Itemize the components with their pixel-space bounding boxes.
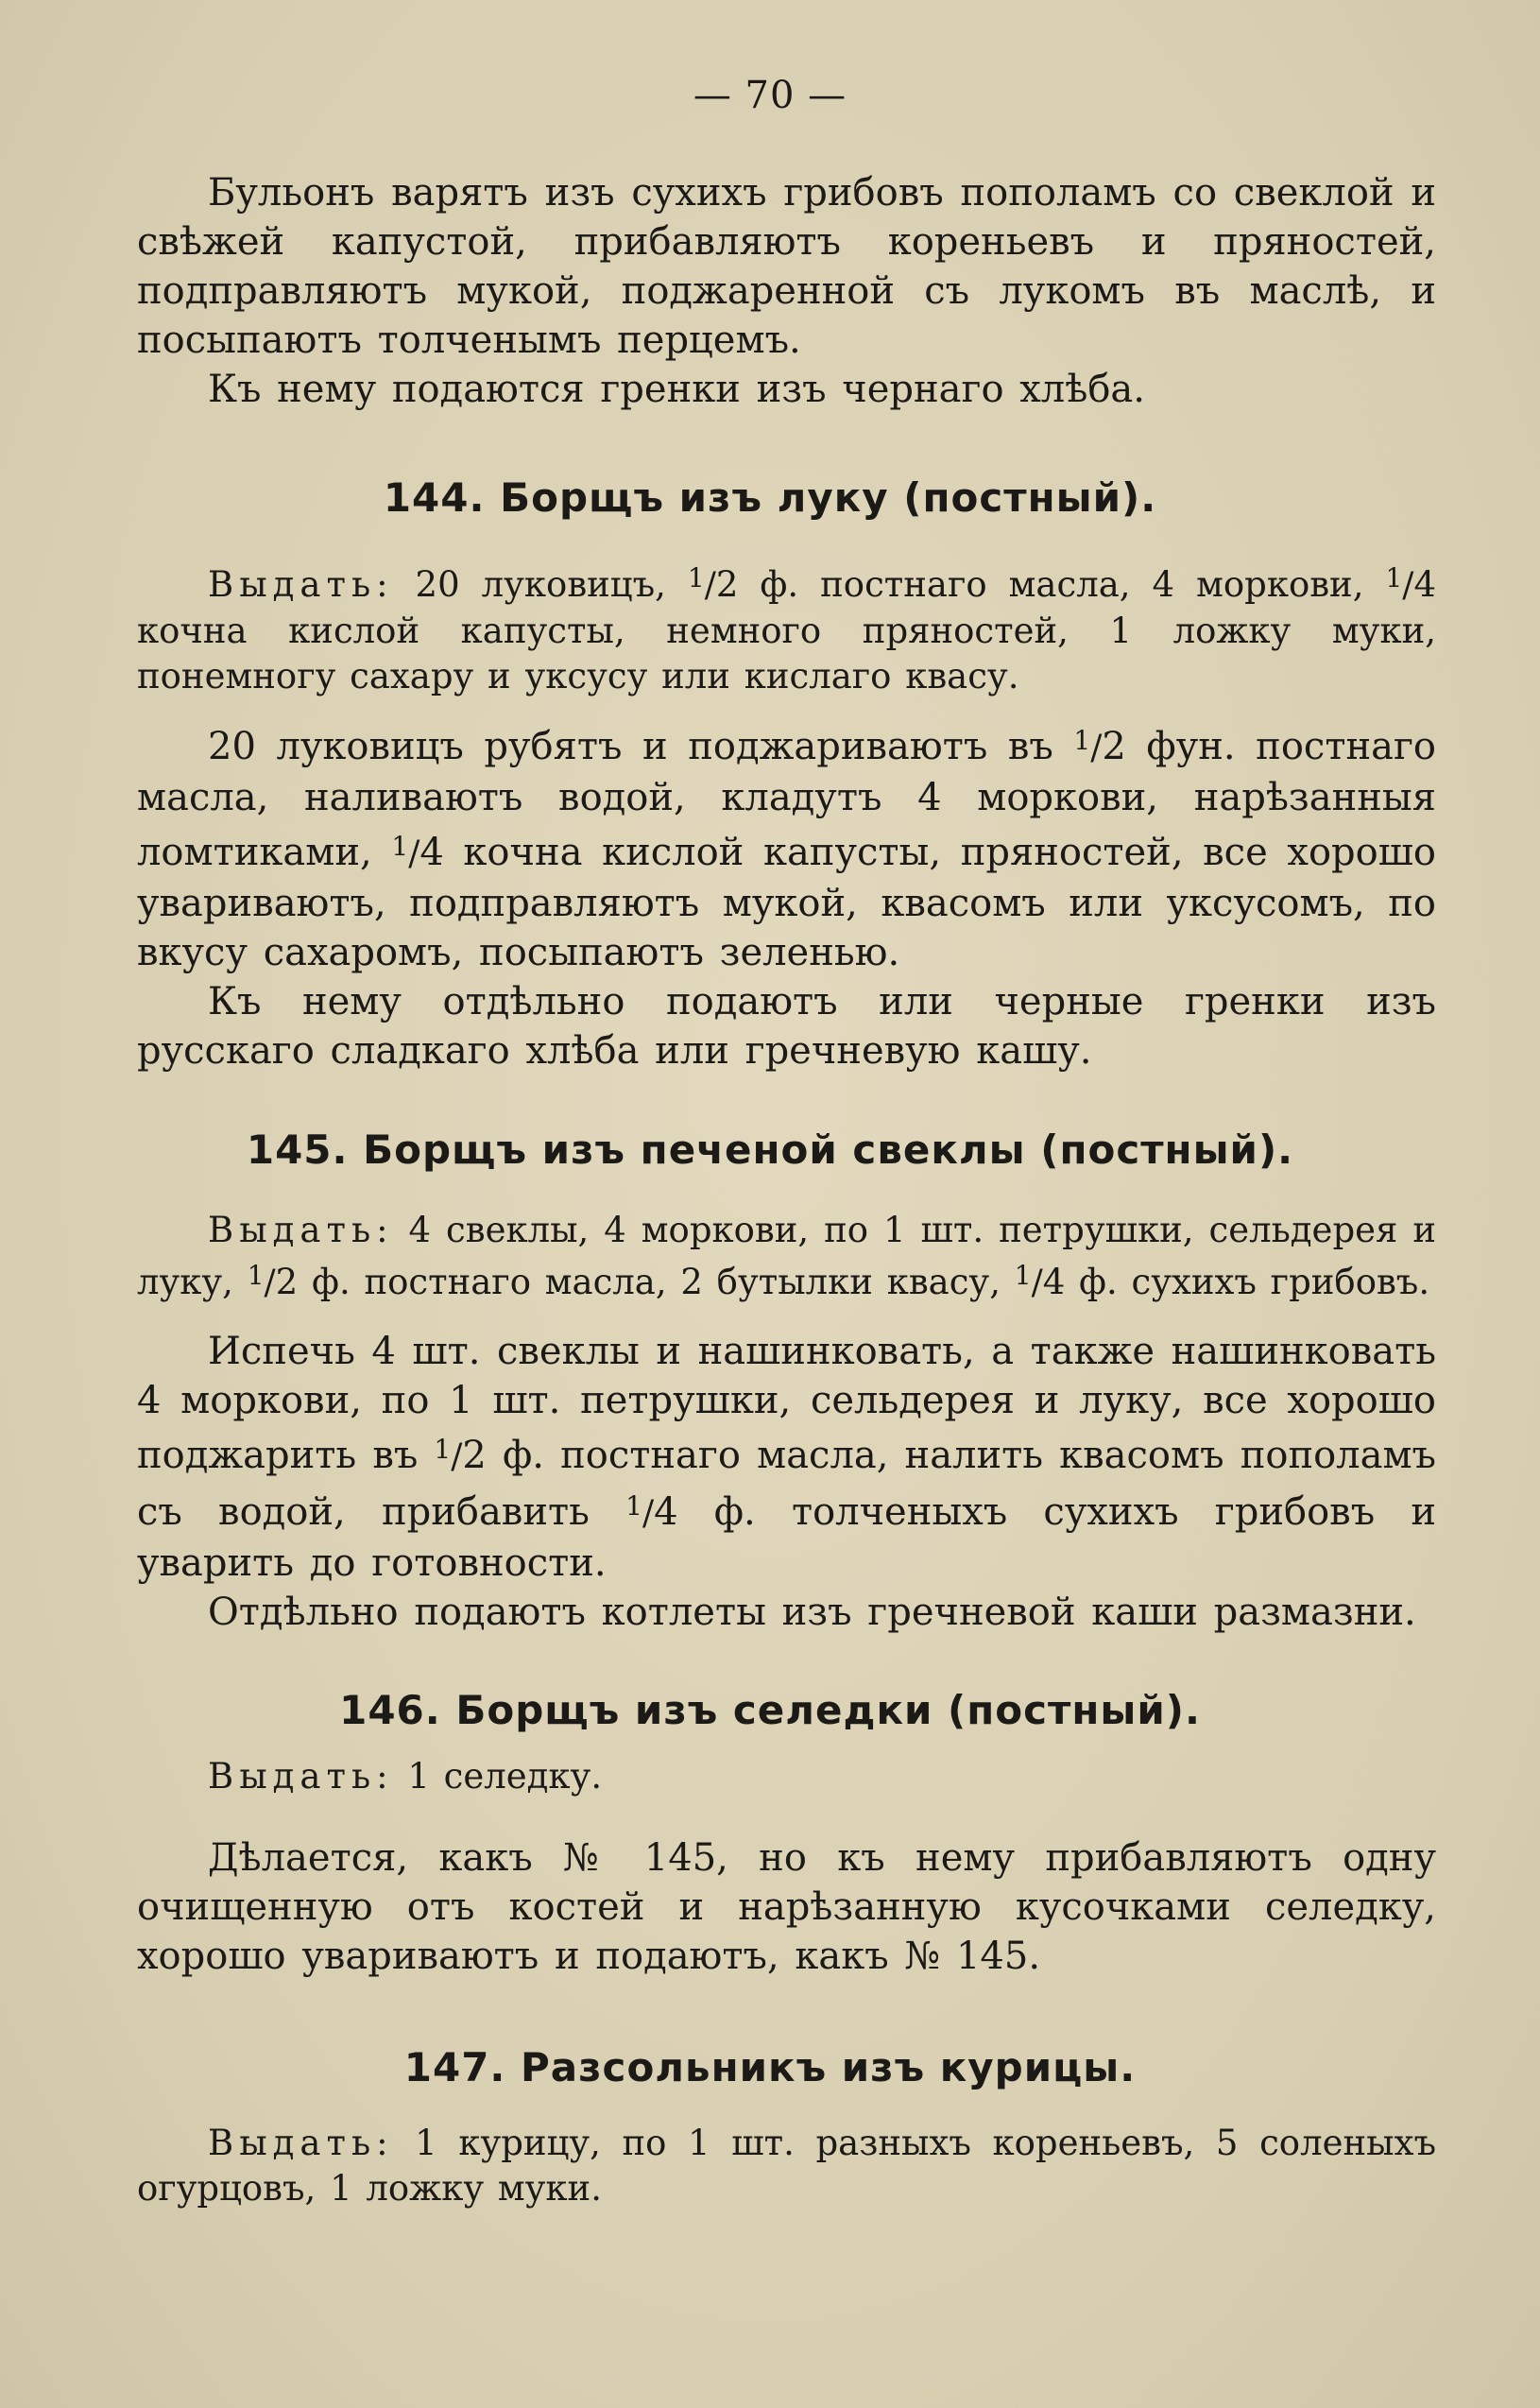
ingredients-text: ф. постнаго масла, 2 бутылки квасу, bbox=[298, 1262, 1015, 1302]
recipe-144-title: 144. Борщъ изъ луку (постный). bbox=[383, 474, 1157, 521]
ingredients-text: ф. постнаго масла, 4 моркови, bbox=[738, 564, 1386, 605]
recipe-146-ingredients bbox=[137, 1754, 1436, 1799]
fraction-slash: / bbox=[1090, 729, 1103, 767]
ingredients-text: ф. сухихъ грибовъ. bbox=[1065, 1262, 1430, 1302]
fraction-numerator: 1 bbox=[1014, 1260, 1032, 1291]
recipe-145-ingredients bbox=[137, 1208, 1436, 1306]
fraction-denominator: 2 bbox=[1102, 725, 1126, 768]
fraction-denominator: 4 bbox=[1042, 1262, 1066, 1302]
intro-paragraph-2: Къ нему подаются гренки изъ чернаго хлѣба. bbox=[208, 368, 1145, 411]
fraction-numerator: 1 bbox=[247, 1260, 265, 1291]
ingredients-text: 1 селедку. bbox=[393, 1756, 603, 1797]
fraction-slash: / bbox=[642, 1494, 655, 1533]
ingredients-text: кочна кислой капусты, немного пряностей, 1 ложку муки, понемногу сахару и уксусу или кислаго квасу. bbox=[137, 611, 1436, 697]
method-text: кочна кислой капусты, пряностей, все хорошо увариваютъ, подправляютъ мукой, квасомъ или уксусомъ, по вкусу сахаромъ, посыпаютъ зеленью. bbox=[137, 831, 1436, 974]
page-number: — 70 — bbox=[693, 74, 847, 117]
ingredients-text: 1 курицу, по 1 шт. разныхъ кореньевъ, 5 соленыхъ огурцовъ, 1 ложку муки. bbox=[137, 2123, 1436, 2209]
recipe-146-title: 146. Борщъ изъ селедки (постный). bbox=[339, 1687, 1201, 1733]
recipe-144-serve: Къ нему отдѣльно подаютъ или черные гренки изъ русскаго сладкаго хлѣба или гречневую кашу. bbox=[137, 980, 1436, 1073]
fraction-numerator: 1 bbox=[1385, 562, 1403, 593]
issue-label: Выдать: bbox=[208, 1756, 394, 1797]
fraction-slash: / bbox=[264, 1264, 276, 1302]
recipe-145-serve: Отдѣльно подаютъ котлеты изъ гречневой каши размазни. bbox=[208, 1591, 1416, 1634]
fraction-numerator: 1 bbox=[687, 562, 705, 593]
fraction-denominator: 2 bbox=[462, 1434, 487, 1477]
method-text: ф. постнаго масла, налить квасомъ пополамъ съ водой, прибавить bbox=[137, 1434, 1436, 1534]
method-text: 20 луковицъ рубятъ и поджариваютъ въ bbox=[208, 725, 1074, 768]
issue-label: Выдать: bbox=[208, 1210, 394, 1250]
fraction-slash: / bbox=[704, 566, 716, 605]
fraction-numerator: 1 bbox=[434, 1434, 452, 1465]
recipe-145-title: 145. Борщъ изъ печеной свеклы (постный). bbox=[246, 1127, 1294, 1173]
method-text: Дѣлается, какъ № 145, но къ нему прибавляютъ одну очищенную отъ костей и нарѣзанную кусочками селедку, хорошо увариваютъ и подаютъ, какъ № 145. bbox=[137, 1836, 1436, 1978]
recipe-144-ingredients bbox=[137, 556, 1436, 699]
recipe-144-method bbox=[137, 716, 1436, 1075]
ingredients-text: 4 свеклы, 4 моркови, по 1 шт. петрушки, сельдерея и луку, bbox=[137, 1210, 1436, 1302]
recipe-147-title: 147. Разсольникъ изъ курицы. bbox=[403, 2044, 1137, 2090]
method-text: фун. постнаго масла, наливаютъ водой, кладутъ 4 моркови, нарѣзанныя ломтиками, bbox=[137, 725, 1437, 874]
recipe-145-method bbox=[137, 1327, 1436, 1637]
fraction-denominator: 2 bbox=[715, 564, 739, 605]
method-text: Испечь 4 шт. свеклы и нашинковать, а также нашинковать 4 моркови, по 1 шт. петрушки, сельдерея и луку, все хорошо поджарить въ bbox=[137, 1330, 1436, 1477]
fraction-denominator: 4 bbox=[419, 831, 444, 874]
fraction-slash: / bbox=[1402, 566, 1414, 605]
fraction-denominator: 4 bbox=[654, 1490, 678, 1534]
fraction-numerator: 1 bbox=[1073, 725, 1091, 756]
recipe-146-method bbox=[137, 1833, 1436, 1981]
fraction-slash: / bbox=[408, 834, 420, 873]
intro-paragraph-1: Бульонъ варятъ изъ сухихъ грибовъ пополамъ со свеклой и свѣжей капустой, прибавляютъ кореньевъ и пряностей, подправляютъ мукой, поджаренной съ лукомъ въ маслѣ, и посыпаютъ толченымъ перцемъ. bbox=[137, 171, 1436, 362]
ingredients-text: 20 луковицъ, bbox=[393, 564, 688, 605]
issue-label: Выдать: bbox=[208, 2123, 394, 2163]
recipe-147-ingredients bbox=[137, 2121, 1436, 2211]
fraction-denominator: 4 bbox=[1413, 564, 1436, 605]
method-text: ф. толченыхъ сухихъ грибовъ и уварить до готовности. bbox=[137, 1490, 1437, 1585]
intro-section bbox=[137, 168, 1436, 414]
fraction-slash: / bbox=[451, 1437, 463, 1476]
fraction-slash: / bbox=[1031, 1264, 1043, 1302]
issue-label: Выдать: bbox=[208, 564, 394, 605]
fraction-numerator: 1 bbox=[391, 831, 409, 862]
fraction-numerator: 1 bbox=[625, 1490, 642, 1522]
fraction-denominator: 2 bbox=[275, 1262, 299, 1302]
